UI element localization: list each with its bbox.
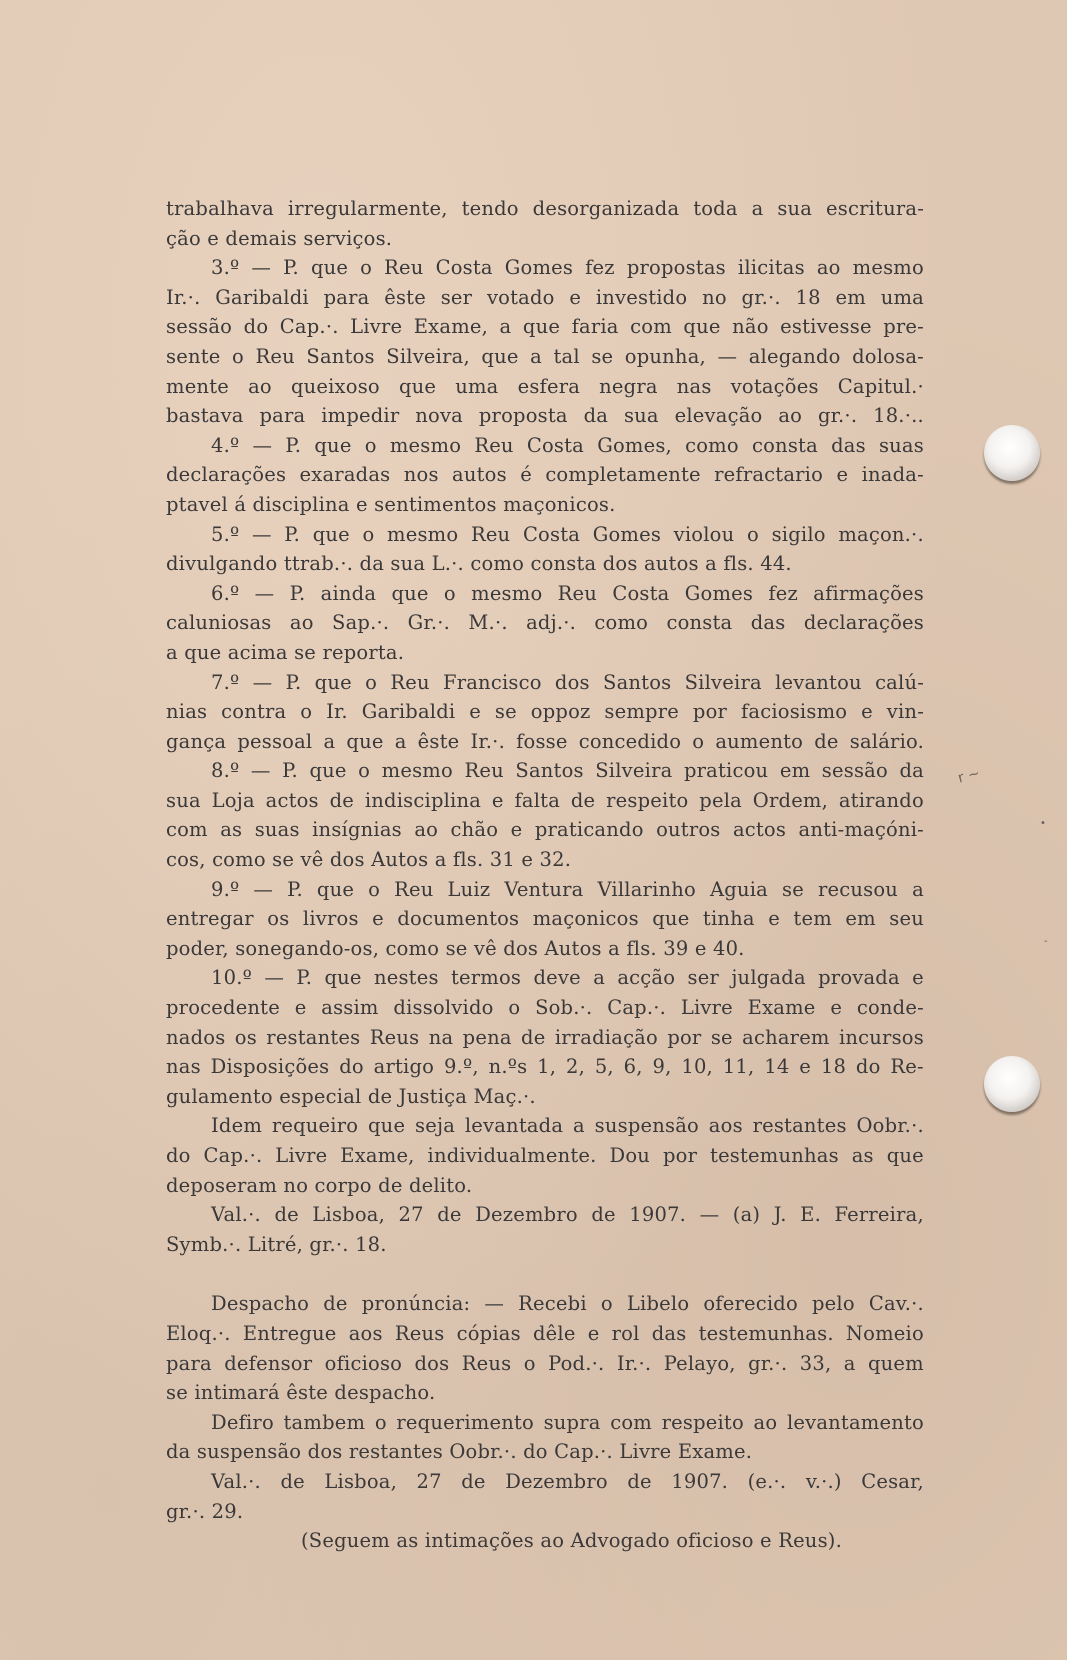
text-line-content: declarações exaradas nos autos é completamente refractario e inada- (166, 463, 924, 487)
text-line (166, 224, 924, 254)
text-line (166, 1408, 924, 1438)
text-line-content: ção e demais serviços. (166, 226, 393, 250)
text-line (166, 638, 924, 668)
text-line (166, 1467, 924, 1497)
text-line-content: gr.·. 29. (166, 1499, 244, 1523)
text-line-content: bastava para impedir nova proposta da sua elevação ao gr.·. 18.·.. (166, 404, 924, 428)
text-line (166, 194, 924, 224)
text-line (166, 579, 924, 609)
text-line-content: sente o Reu Santos Silveira, que a tal se opunha, — alegando dolosa- (166, 344, 924, 368)
text-line (166, 1052, 924, 1082)
text-line (166, 253, 924, 283)
text-line (166, 549, 924, 579)
text-line (166, 1023, 924, 1053)
text-line (166, 1497, 924, 1527)
text-line (166, 608, 924, 638)
text-line-content: divulgando ttrab.·. da sua L.·. como consta dos autos a fls. 44. (166, 552, 792, 576)
text-line (166, 1111, 924, 1141)
libelo-articles (166, 194, 924, 1259)
text-line-content: Val.·. de Lisboa, 27 de Dezembro de 1907. — (a) J. E. Ferreira, (211, 1203, 924, 1227)
text-line-content: a que acima se reporta. (166, 640, 405, 664)
text-line-content: sessão do Cap.·. Livre Exame, a que faria com que não estivesse pre- (166, 315, 924, 339)
punch-hole-top (984, 425, 1040, 481)
text-line (166, 1378, 924, 1408)
text-line (166, 875, 924, 905)
margin-mark-dot: • (1040, 818, 1046, 829)
text-line-content: 3.º — P. que o Reu Costa Gomes fez propostas ilicitas ao mesmo (211, 256, 924, 280)
text-line-content: procedente e assim dissolvido o Sob.·. Cap.·. Livre Exame e conde- (166, 996, 924, 1020)
text-line-content: do Cap.·. Livre Exame, individualmente. Dou por testemunhas as que (166, 1144, 924, 1167)
text-line (166, 283, 924, 313)
text-line-content: trabalhava irregularmente, tendo desorganizada toda a sua escritura- (166, 197, 924, 220)
text-line (166, 1437, 924, 1467)
text-line (166, 1319, 924, 1349)
text-line (166, 668, 924, 698)
text-line-content: mente ao queixoso que uma esfera negra nas votações Capitul.· (166, 374, 924, 398)
text-line (166, 460, 924, 490)
text-line (166, 490, 924, 520)
text-line-content: gança pessoal a que a êste Ir.·. fosse concedido o aumento de salário. (166, 729, 924, 753)
paragraph-gap (166, 1259, 924, 1289)
text-line-content: para defensor oficioso dos Reus o Pod.·. Ir.·. Pelayo, gr.·. 33, a quem (166, 1351, 924, 1375)
text-line-content: gulamento especial de Justiça Maç.·. (166, 1084, 536, 1108)
text-line (166, 342, 924, 372)
text-line-content: 6.º — P. ainda que o mesmo Reu Costa Gomes fez afirmações (211, 581, 924, 605)
text-line-content: 9.º — P. que o Reu Luiz Ventura Villarinho Aguia se recusou a (211, 877, 924, 901)
text-line-content: cos, como se vê dos Autos a fls. 31 e 32. (166, 848, 572, 872)
text-line (166, 1230, 924, 1260)
text-line-content: caluniosas ao Sap.·. Gr.·. M.·. adj.·. como consta das declarações (166, 611, 924, 635)
text-line (166, 934, 924, 964)
text-line (166, 904, 924, 934)
text-line (166, 1171, 924, 1201)
text-line-content: Eloq.·. Entregue aos Reus cópias dêle e rol das testemunhas. Nomeio (166, 1321, 924, 1345)
text-line (166, 1082, 924, 1112)
despacho-de-pronuncia (166, 1289, 924, 1526)
text-line-content: nias contra o Ir. Garibaldi e se oppoz sempre por faciosismo e vin- (166, 700, 924, 724)
text-line-content: se intimará êste despacho. (166, 1381, 436, 1405)
text-line (166, 401, 924, 431)
margin-mark-ink: r ~ (956, 765, 982, 787)
text-line-content: Defiro tambem o requerimento supra com respeito ao levantamento (211, 1410, 924, 1434)
text-line (166, 372, 924, 402)
text-line (166, 727, 924, 757)
text-line-content: 8.º — P. que o mesmo Reu Santos Silveira praticou em sessão da (211, 759, 924, 783)
text-line-content: entregar os livros e documentos maçonicos que tinha e tem em seu (166, 907, 924, 931)
text-line-content: ptavel á disciplina e sentimentos maçonicos. (166, 492, 616, 516)
text-line (166, 697, 924, 727)
text-line (166, 786, 924, 816)
text-line (166, 431, 924, 461)
text-line-content: 7.º — P. que o Reu Francisco dos Santos Silveira levantou calú- (211, 670, 924, 694)
text-line (166, 963, 924, 993)
text-line-content: nas Disposições do artigo 9.º, n.ºs 1, 2, 5, 6, 9, 10, 11, 14 e 18 do Re- (166, 1055, 924, 1079)
text-line (166, 520, 924, 550)
text-line-content: da suspensão dos restantes Oobr.·. do Cap.·. Livre Exame. (166, 1440, 753, 1464)
text-line-content: poder, sonegando-os, como se vê dos Autos a fls. 39 e 40. (166, 936, 745, 960)
margin-mark-dash: - (1044, 936, 1048, 947)
text-line-content: com as suas insígnias ao chão e praticando outros actos anti-maçóni- (166, 818, 924, 842)
text-line-content: Val.·. de Lisboa, 27 de Dezembro de 1907. (e.·. v.·.) Cesar, (211, 1469, 924, 1493)
text-line (166, 845, 924, 875)
text-line-content: deposeram no corpo de delito. (166, 1173, 473, 1197)
text-line (166, 1200, 924, 1230)
text-line-content: nados os restantes Reus na pena de irradiação por se acharem incursos (166, 1025, 924, 1049)
text-line-content: 4.º — P. que o mesmo Reu Costa Gomes, como consta das suas (211, 433, 924, 457)
text-line (166, 1141, 924, 1171)
text-line-content: 5.º — P. que o mesmo Reu Costa Gomes violou o sigilo maçon.·. (211, 522, 924, 546)
text-line-content: sua Loja actos de indisciplina e falta de respeito pela Ordem, atirando (166, 788, 924, 812)
text-line (166, 756, 924, 786)
text-line-content: Despacho de pronúncia: — Recebi o Libelo oferecido pelo Cav.·. (211, 1292, 924, 1316)
text-line (166, 815, 924, 845)
text-line-content: 10.º — P. que nestes termos deve a acção ser julgada provada e (211, 966, 924, 990)
punch-hole-bottom (984, 1056, 1040, 1112)
closing-note (166, 1526, 924, 1556)
text-line (166, 1349, 924, 1379)
text-line-content: Idem requeiro que seja levantada a suspensão aos restantes Oobr.·. (211, 1114, 924, 1138)
document-body (166, 194, 924, 1556)
text-line (166, 1289, 924, 1319)
text-line-content: Symb.·. Litré, gr.·. 18. (166, 1232, 387, 1256)
text-line (166, 993, 924, 1023)
text-line (166, 312, 924, 342)
text-line-content: Ir.·. Garibaldi para êste ser votado e investido no gr.·. 18 em uma (166, 285, 924, 309)
closing-text: (Seguem as intimações ao Advogado oficioso e Reus). (301, 1529, 842, 1553)
